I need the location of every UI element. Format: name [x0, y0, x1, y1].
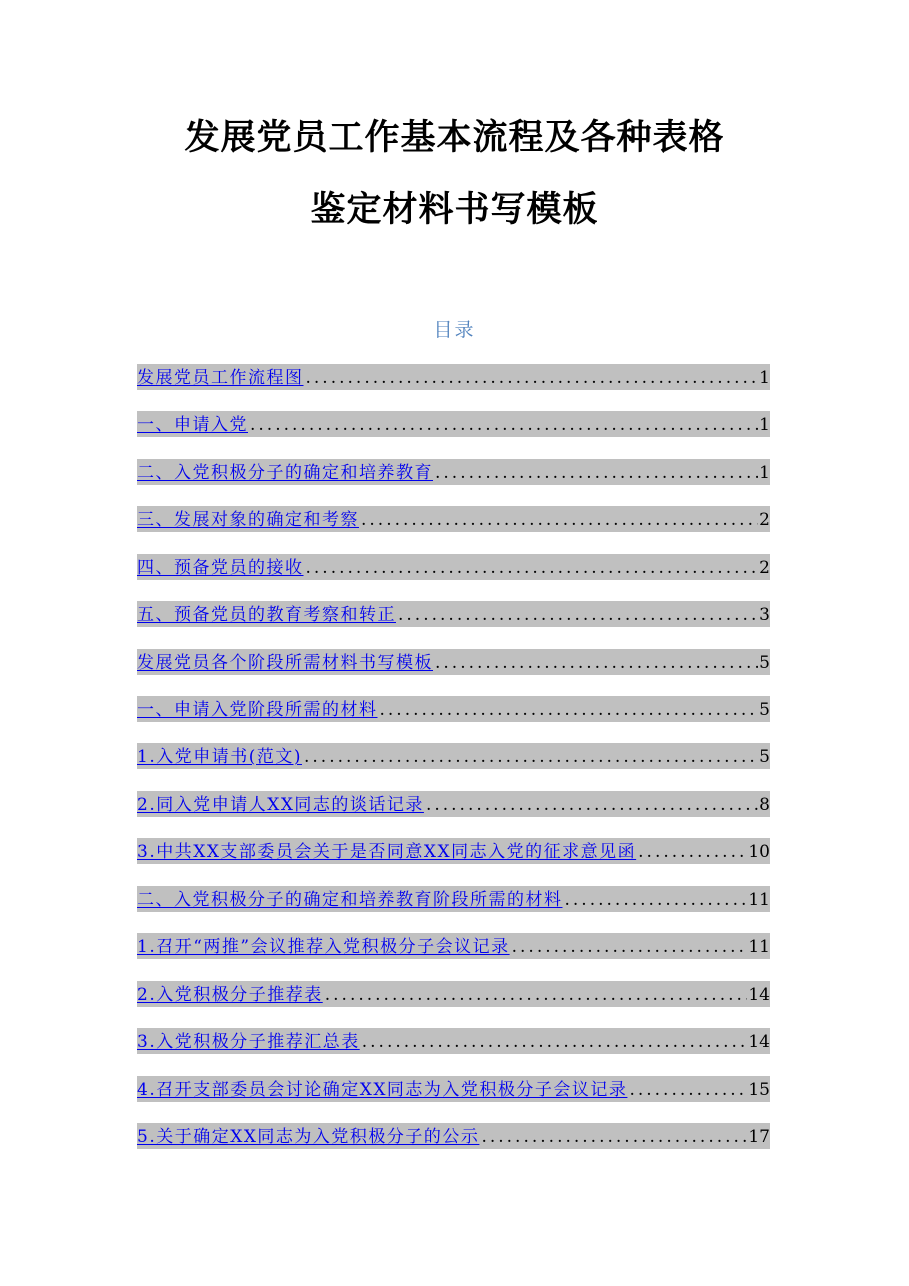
- toc-dot-leader: [433, 461, 758, 485]
- toc-entry-link[interactable]: 发展党员工作流程图: [137, 368, 304, 388]
- toc-entry-link[interactable]: 二、入党积极分子的确定和培养教育: [137, 463, 433, 483]
- toc-page-number: 11: [748, 937, 770, 957]
- toc-entry-link[interactable]: 二、入党积极分子的确定和培养教育阶段所需的材料: [137, 890, 563, 910]
- toc-entry[interactable]: [137, 459, 770, 485]
- toc-page-number: 5: [759, 700, 770, 720]
- toc-dot-leader: [304, 366, 759, 390]
- toc-entry[interactable]: [137, 649, 770, 675]
- toc-dot-leader: [378, 698, 759, 722]
- toc-entry-link[interactable]: 2.入党积极分子推荐表: [137, 985, 323, 1005]
- toc-page-number: 11: [748, 890, 770, 910]
- toc-dot-leader: [563, 888, 748, 912]
- toc-page-number: 14: [748, 985, 770, 1005]
- toc-entry[interactable]: [137, 696, 770, 722]
- toc-dot-leader: [433, 651, 758, 675]
- toc-entry[interactable]: [137, 506, 770, 532]
- toc-entry-link[interactable]: 2.同入党申请人XX同志的谈话记录: [137, 795, 424, 815]
- toc-entry[interactable]: [137, 886, 770, 912]
- toc-entry-link[interactable]: 一、申请入党阶段所需的材料: [137, 700, 378, 720]
- toc-dot-leader: [304, 556, 759, 580]
- toc-dot-leader: [510, 935, 748, 959]
- document-title-line-1: 发展党员工作基本流程及各种表格: [184, 117, 725, 158]
- toc-page-number: 17: [748, 1127, 770, 1147]
- toc-page-number: 14: [748, 1032, 770, 1052]
- toc-page-number: 1: [759, 368, 770, 388]
- toc-page-number: 15: [748, 1080, 770, 1100]
- toc-dot-leader: [302, 745, 758, 769]
- toc-page-number: 5: [759, 747, 770, 767]
- toc-entry[interactable]: [137, 1028, 770, 1054]
- toc-entry[interactable]: [137, 743, 770, 769]
- toc-dot-leader: [479, 1125, 747, 1149]
- toc-dot-leader: [636, 840, 747, 864]
- toc-entry-link[interactable]: 1.召开“两推”会议推荐入党积极分子会议记录: [137, 937, 510, 957]
- toc-entry[interactable]: [137, 364, 770, 390]
- toc-dot-leader: [424, 793, 758, 817]
- toc-entry-link[interactable]: 4.召开支部委员会讨论确定XX同志为入党积极分子会议记录: [137, 1080, 628, 1100]
- toc-page-number: 5: [759, 653, 770, 673]
- toc-entry[interactable]: [137, 554, 770, 580]
- toc-dot-leader: [396, 603, 758, 627]
- toc-entry-link[interactable]: 四、预备党员的接收: [137, 558, 304, 578]
- toc-entry[interactable]: [137, 838, 770, 864]
- toc-entry-link[interactable]: 3.入党积极分子推荐汇总表: [137, 1032, 360, 1052]
- toc-entry-link[interactable]: 五、预备党员的教育考察和转正: [137, 605, 396, 625]
- toc-entry[interactable]: [137, 601, 770, 627]
- toc-entry-link[interactable]: 三、发展对象的确定和考察: [137, 510, 359, 530]
- toc-entry-link[interactable]: 5.关于确定XX同志为入党积极分子的公示: [137, 1127, 480, 1147]
- toc-entry[interactable]: [137, 981, 770, 1007]
- document-title-line-2: 鉴定材料书写模板: [310, 189, 599, 230]
- toc-entry-link[interactable]: 发展党员各个阶段所需材料书写模板: [137, 653, 433, 673]
- toc-entry-link[interactable]: 1.入党申请书(范文): [137, 747, 302, 767]
- toc-dot-leader: [359, 508, 758, 532]
- toc-dot-leader: [248, 413, 758, 437]
- toc-page-number: 1: [759, 463, 770, 483]
- toc-entry[interactable]: [137, 1123, 770, 1149]
- toc-page-number: 8: [759, 795, 770, 815]
- toc-page-number: 3: [759, 605, 770, 625]
- toc-heading: 目录: [433, 319, 476, 341]
- toc-dot-leader: [323, 983, 748, 1007]
- toc-entry[interactable]: [137, 933, 770, 959]
- toc-dot-leader: [360, 1030, 748, 1054]
- toc-entry[interactable]: [137, 1076, 770, 1102]
- toc-page-number: 2: [759, 558, 770, 578]
- toc-entry[interactable]: [137, 791, 770, 817]
- toc-page-number: 10: [748, 842, 770, 862]
- toc-entry-link[interactable]: 一、申请入党: [137, 415, 248, 435]
- toc-entry-link[interactable]: 3.中共XX支部委员会关于是否同意XX同志入党的征求意见函: [137, 842, 637, 862]
- toc-dot-leader: [627, 1078, 747, 1102]
- toc-page-number: 2: [759, 510, 770, 530]
- toc-entry[interactable]: [137, 411, 770, 437]
- toc-page-number: 1: [759, 415, 770, 435]
